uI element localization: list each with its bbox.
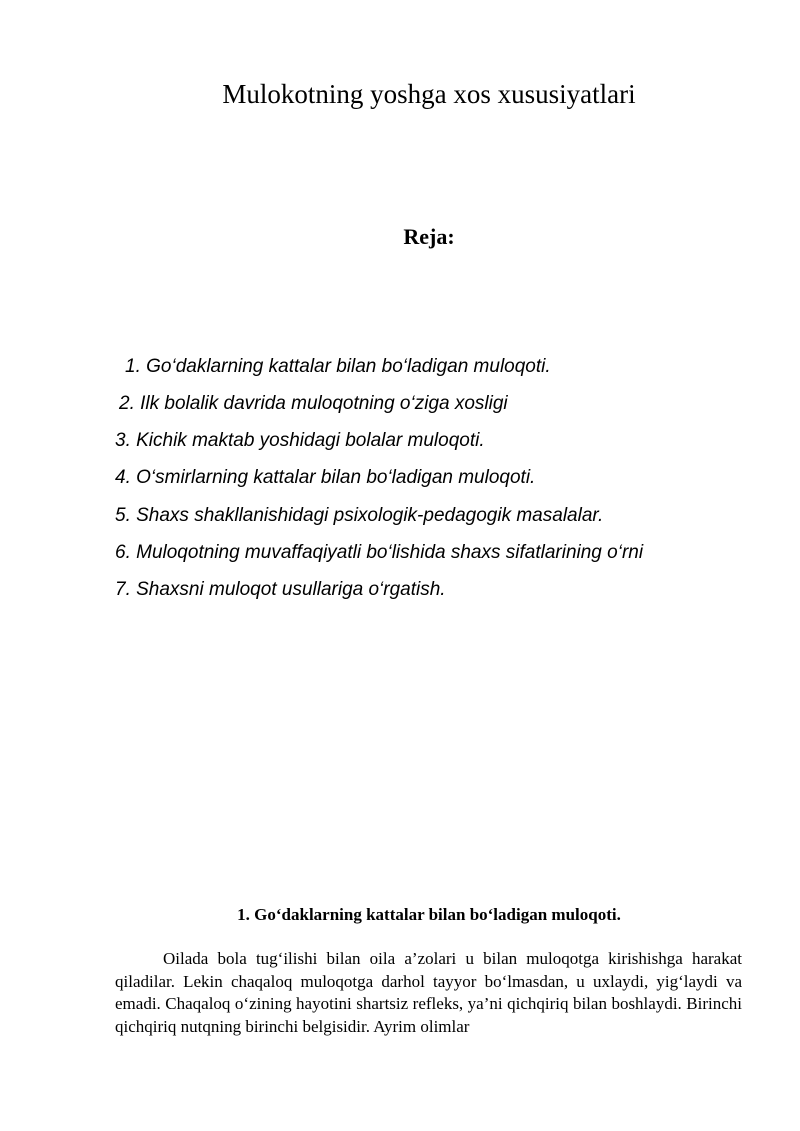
document-title: Mulokotning yoshga xos xususiyatlari (222, 79, 636, 109)
plan-heading: Reja: (403, 224, 455, 249)
plan-item: 6. Muloqotning muvaffaqiyatli bo‘lishida shaxs sifatlarining o‘rni (115, 542, 644, 563)
plan-item: 2. Ilk bolalik davrida muloqotning o‘ziga xosligi (119, 393, 508, 414)
plan-item: 4. O‘smirlarning kattalar bilan bo‘ladigan muloqoti. (115, 467, 536, 488)
body-paragraph: Oilada bola tug‘ilishi bilan oila a’zolari u bilan muloqotga kirishishga harakat qiladilar. Lekin chaqaloq muloqotga darhol tayyor bo‘lmasdan, u uxlaydi, yig‘laydi va emadi. Chaqaloq o‘zining hayotini shartsiz refleks, ya’ni qichqiriq bilan boshlaydi. Birinchi qichqiriq nutqning birinchi belgisidir. Ayrim olimlar (115, 949, 742, 1036)
plan-item: 7. Shaxsni muloqot usullariga o‘rgatish. (115, 579, 446, 600)
section-heading: 1. Go‘daklarning kattalar bilan bo‘ladigan muloqoti. (237, 905, 621, 924)
plan-item: 1. Go‘daklarning kattalar bilan bo‘ladigan muloqoti. (125, 356, 551, 377)
plan-item: 3. Kichik maktab yoshidagi bolalar muloqoti. (115, 430, 485, 451)
plan-item: 5. Shaxs shakllanishidagi psixologik-pedagogik masalalar. (115, 505, 604, 526)
